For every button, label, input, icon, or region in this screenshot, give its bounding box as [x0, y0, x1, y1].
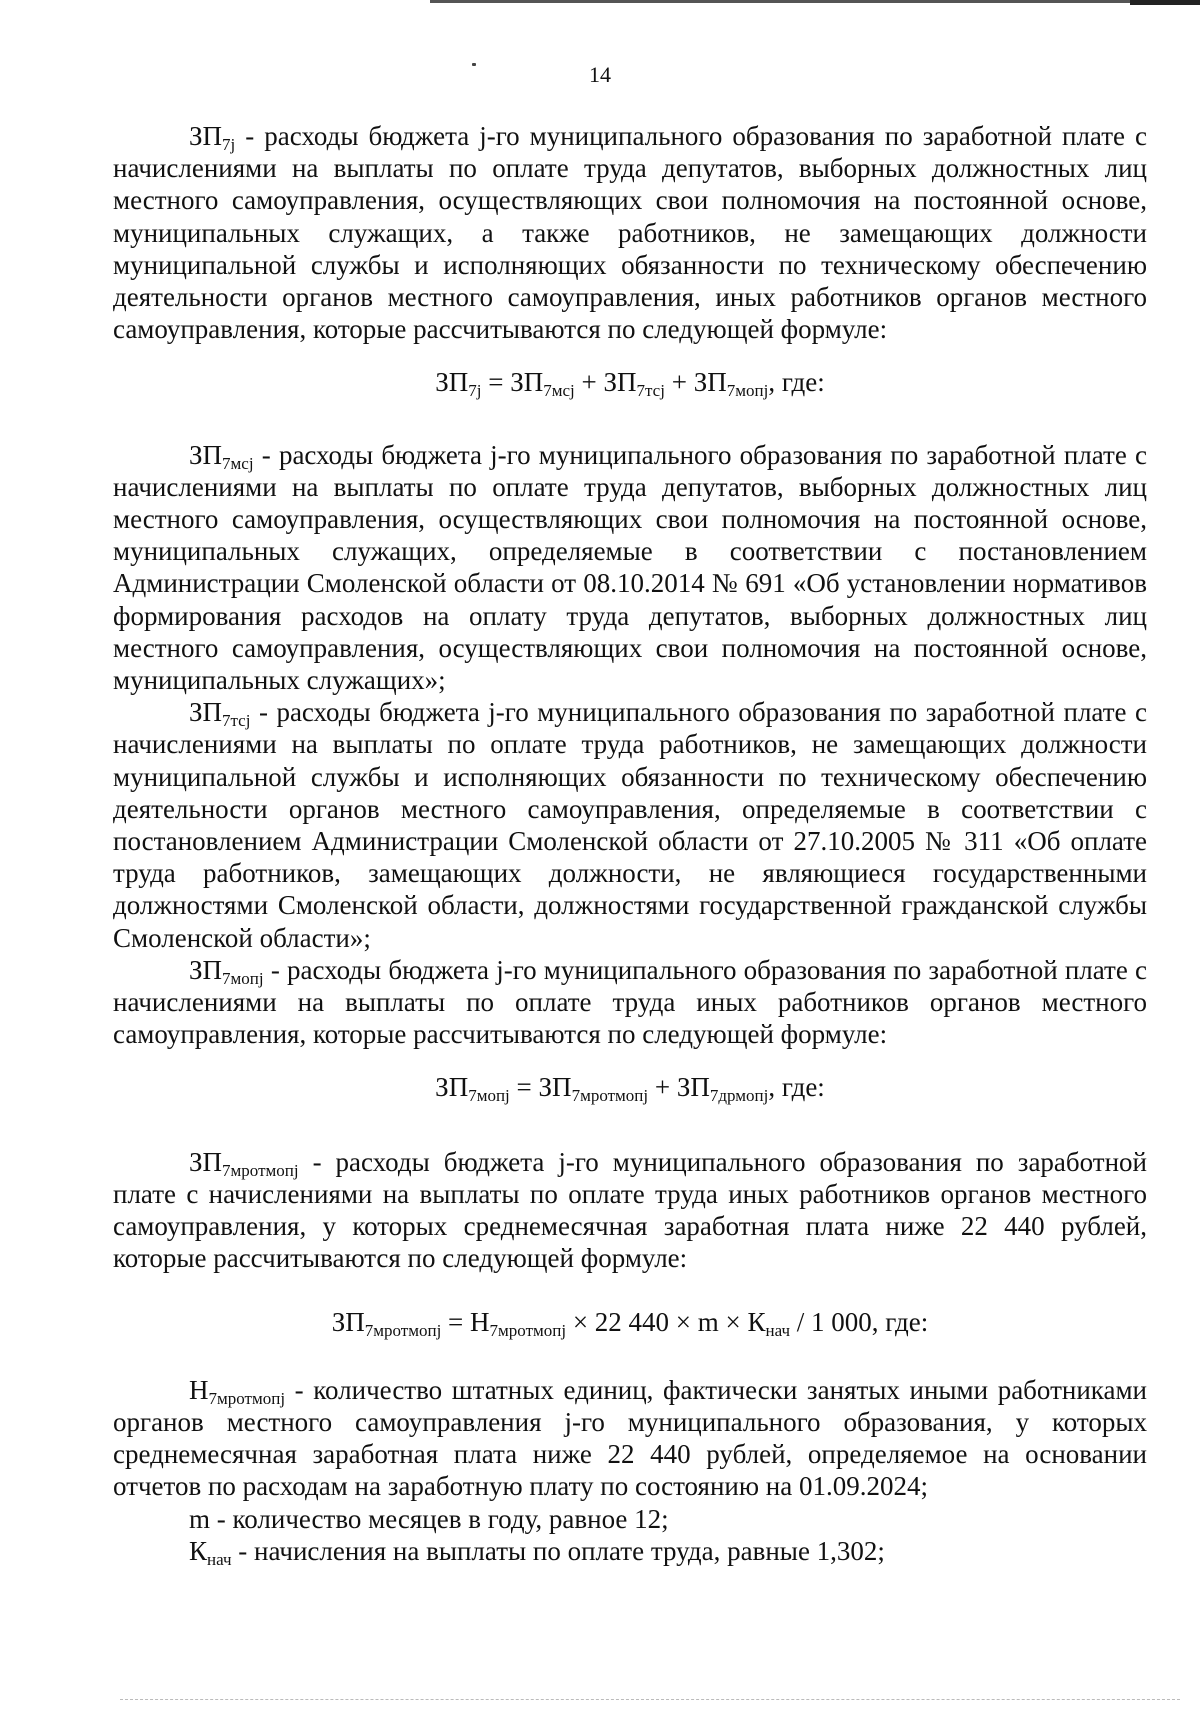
symbol-knach: $К_{нач}$ — [189, 1535, 232, 1569]
paragraph-zp7tcj — [113, 696, 1147, 954]
symbol-n7mrotmonj: $Н_{7мротмопj}$ — [189, 1374, 286, 1408]
symbol-zp7monj: $ЗП_{7мопj}$ — [189, 954, 264, 988]
formula-zp7mrotmonj: $ЗП_{7мротмопj} = Н_{7мротмопj} \times 22$ $440 \times m \times К_{нач} / 1$ 000, где: — [331, 1306, 929, 1340]
paragraph-text: - расходы бюджета j-го муниципального образования по заработной плате с начислениями на выплаты по оплате труда депутатов, выборных должностных лиц местного самоуправления, осуществляющих свои полномочия на постоянной основе, муниципальных служащих, а также работников, не замещающих должности муниципальной службы и исполняющих обязанности по техническому обеспечению деятельности органов местного самоуправления, иных работников органов местного самоуправления, которые рассчитываются по следующей формуле: — [113, 121, 1147, 345]
formula-zp7monj: $ЗП_{7мопj} = ЗП_{7мротмопj} + ЗП_{7дрмопj}$, где: — [435, 1072, 825, 1106]
page-number: 14 — [589, 62, 611, 87]
paragraph-text: - расходы бюджета j-го муниципального образования по заработной плате с начислениями на выплаты по оплате труда иных работников органов местного самоуправления, у которых среднемесячная заработная плата ниже 22 440 рублей, которые рассчитываются по следующей формуле: — [113, 1146, 1147, 1274]
paragraph-zp7j — [113, 120, 1147, 345]
paragraph-zp7monj — [113, 954, 1147, 1051]
formula-zp7j: $ЗП_{7j} = ЗП_{7мсj} + ЗП_{7тсj} + ЗП_{7мопj}$, где: — [435, 367, 825, 401]
paragraph-text: - расходы бюджета j-го муниципального образования по заработной плате с начислениями на выплаты по оплате труда работников, не замещающих должности муниципальной службы и исполняющих обязанности по техническому обеспечению деятельности органов местного самоуправления, определяемые в соответствии с постановлением Администрации Смоленской области от 27.10.2005 № 311 «Об оплате труда работников, замещающих должности, не являющиеся государственными должностями Смоленской области, должностями государственной гражданской службы Смоленской области»; — [113, 697, 1147, 953]
symbol-zp7j: $ЗП_{7j}$ — [189, 121, 236, 154]
scan-edge-top — [430, 0, 1200, 3]
symbol-zp7mcj: $ЗП_{7мсj}$ — [189, 439, 254, 473]
paragraph-text: - количество месяцев в году, равное 12; — [210, 1503, 669, 1534]
symbol-zp7tcj: $ЗП_{7тсj}$ — [189, 697, 251, 731]
document-body — [113, 120, 1147, 1567]
paragraph-text: - начисления на выплаты по оплате труда, равные 1,302; — [231, 1535, 885, 1566]
symbol-zp7mrotmonj: $ЗП_{7мротмопj}$ — [189, 1146, 299, 1180]
symbol-m: m — [189, 1503, 211, 1534]
paragraph-zp7mrotmonj — [113, 1146, 1147, 1275]
paragraph-knach — [113, 1535, 1147, 1567]
scan-edge-bottom — [120, 1699, 1180, 1701]
paragraph-text: - количество штатных единиц, фактически занятых иными работниками органов местного самоуправления j-го муниципального образования, у которых среднемесячная заработная плата ниже 22 440 рублей, определяемое на основании отчетов по расходам на заработную плату по состоянию на 01.09.2024; — [113, 1374, 1147, 1502]
paragraph-text: - расходы бюджета j-го муниципального образования по заработной плате с начислениями на выплаты по оплате труда иных работников органов местного самоуправления, которые рассчитываются по следующей формуле: — [113, 954, 1147, 1050]
paragraph-m — [113, 1503, 1147, 1535]
paragraph-text: - расходы бюджета j-го муниципального образования по заработной плате с начислениями на выплаты по оплате труда депутатов, выборных должностных лиц местного самоуправления, осуществляющих свои полномочия на постоянной основе, муниципальных служащих, определяемые в соответствии с постановлением Администрации Смоленской области от 08.10.2014 № 691 «Об установлении нормативов формирования расходов на оплату труда депутатов, выборных должностных лиц местного самоуправления, осуществляющих свои полномочия на постоянной основе, муниципальных служащих»; — [113, 439, 1147, 696]
paragraph-zp7mcj — [113, 439, 1147, 697]
paragraph-n7mrotmonj — [113, 1374, 1147, 1503]
